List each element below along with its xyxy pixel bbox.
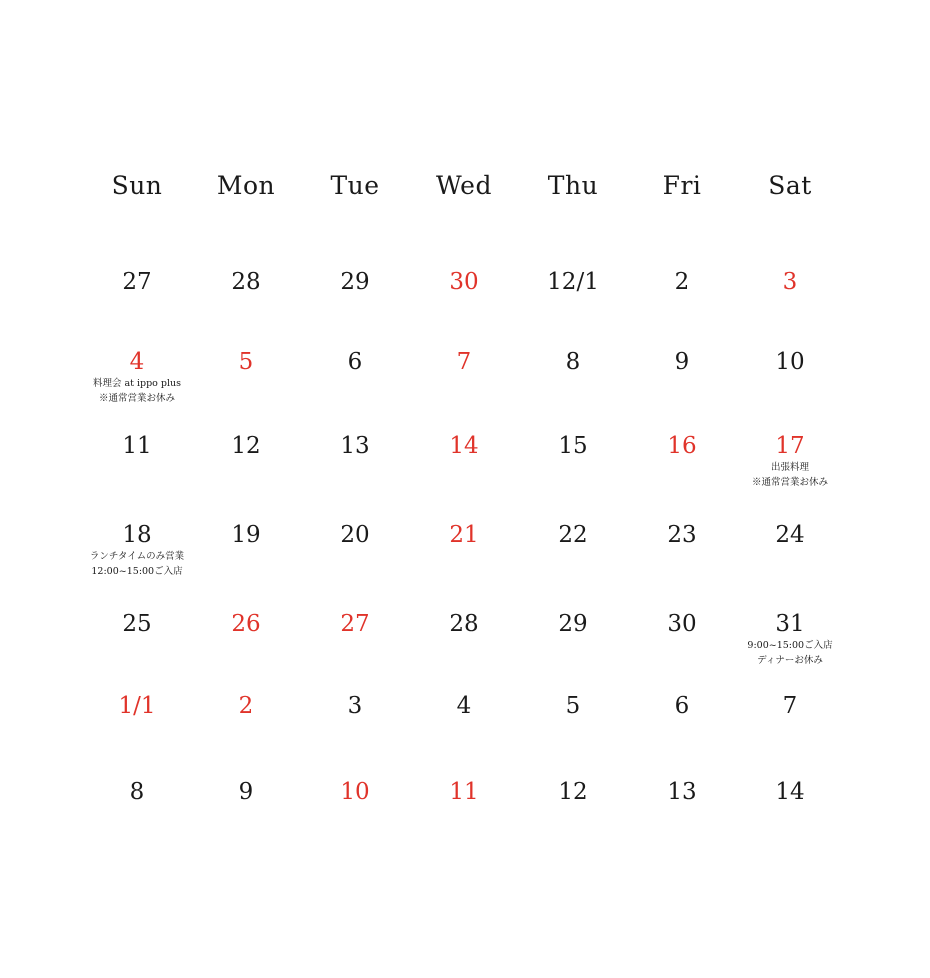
day-note: 出張料理	[770, 462, 809, 473]
day-number: 30	[667, 611, 697, 637]
day-number: 15	[558, 433, 588, 459]
day-cell	[192, 610, 301, 638]
day-cell	[628, 692, 737, 720]
day-number: 24	[775, 522, 805, 548]
weekday-header-fri: Fri	[662, 171, 702, 200]
day-cell	[736, 348, 845, 376]
day-number: 12	[231, 433, 261, 459]
day-cell	[192, 692, 301, 720]
day-note: 12:00~15:00ご入店	[91, 566, 183, 577]
day-number: 6	[347, 349, 363, 375]
day-number: 27	[340, 611, 370, 637]
day-cell	[301, 348, 410, 376]
day-note: ディナーお休み	[757, 655, 823, 666]
day-cell	[519, 610, 628, 638]
day-number: 9	[238, 779, 254, 805]
day-cell	[410, 348, 519, 376]
day-number: 8	[565, 349, 581, 375]
day-note: 9:00~15:00ご入店	[747, 640, 833, 651]
day-number: 29	[340, 269, 370, 295]
day-number: 5	[238, 349, 254, 375]
day-cell	[301, 268, 410, 296]
day-number: 13	[340, 433, 370, 459]
day-cell	[628, 778, 737, 806]
day-number: 3	[347, 693, 363, 719]
day-cell	[628, 610, 737, 638]
day-number: 23	[667, 522, 697, 548]
day-number: 29	[558, 611, 588, 637]
day-number: 26	[231, 611, 261, 637]
day-number: 8	[129, 779, 145, 805]
day-number: 10	[340, 779, 370, 805]
day-number: 22	[558, 522, 588, 548]
day-number: 31	[775, 611, 805, 637]
day-cell	[736, 521, 845, 549]
day-cell	[83, 778, 192, 806]
day-note: 料理会 at ippo plus	[92, 378, 182, 389]
day-cell	[192, 268, 301, 296]
day-number: 2	[238, 693, 254, 719]
day-cell	[410, 521, 519, 549]
day-number: 20	[340, 522, 370, 548]
day-cell	[83, 610, 192, 638]
day-number: 2	[674, 269, 690, 295]
day-cell	[628, 432, 737, 460]
day-number: 9	[674, 349, 690, 375]
day-cell	[301, 692, 410, 720]
day-number: 3	[782, 269, 798, 295]
day-number: 14	[775, 779, 805, 805]
day-number: 21	[449, 522, 479, 548]
day-number: 4	[456, 693, 472, 719]
weekday-header-wed: Wed	[436, 171, 492, 200]
day-cell	[628, 521, 737, 549]
day-number: 6	[674, 693, 690, 719]
weekday-header-mon: Mon	[216, 171, 276, 200]
weekday-header-sat: Sat	[768, 171, 812, 200]
day-cell	[301, 778, 410, 806]
weekday-header-thu: Thu	[547, 171, 599, 200]
day-cell	[192, 521, 301, 549]
day-cell	[83, 692, 192, 720]
day-cell	[519, 521, 628, 549]
day-cell	[301, 610, 410, 638]
day-number: 16	[667, 433, 697, 459]
day-cell	[519, 348, 628, 376]
day-cell	[410, 268, 519, 296]
day-cell	[83, 268, 192, 296]
day-cell	[410, 610, 519, 638]
day-number: 4	[129, 349, 145, 375]
day-note: ランチタイムのみ営業	[89, 551, 185, 562]
day-number: 19	[231, 522, 261, 548]
day-number: 5	[565, 693, 581, 719]
day-cell	[519, 692, 628, 720]
day-cell	[736, 432, 845, 490]
weekday-header-tue: Tue	[330, 171, 380, 200]
day-number: 10	[775, 349, 805, 375]
day-cell	[519, 268, 628, 296]
day-cell	[628, 268, 737, 296]
day-cell	[410, 778, 519, 806]
day-cell	[83, 348, 192, 406]
day-cell	[410, 692, 519, 720]
day-cell	[83, 432, 192, 460]
day-cell	[736, 692, 845, 720]
day-cell	[519, 432, 628, 460]
day-cell	[628, 348, 737, 376]
day-number: 28	[449, 611, 479, 637]
day-number: 13	[667, 779, 697, 805]
day-note: ※通常営業お休み	[751, 477, 828, 488]
day-note: ※通常営業お休み	[98, 393, 175, 404]
day-number: 14	[449, 433, 479, 459]
day-cell	[192, 778, 301, 806]
day-number: 17	[775, 433, 805, 459]
day-cell	[736, 610, 845, 668]
day-cell	[83, 521, 192, 579]
day-number: 7	[456, 349, 472, 375]
day-cell	[736, 778, 845, 806]
day-number: 28	[231, 269, 261, 295]
day-number: 18	[122, 522, 152, 548]
day-number: 11	[122, 433, 152, 459]
weekday-header-sun: Sun	[111, 171, 163, 200]
day-number: 25	[122, 611, 152, 637]
day-number: 12/1	[547, 269, 599, 295]
day-cell	[192, 348, 301, 376]
day-cell	[519, 778, 628, 806]
day-number: 1/1	[118, 693, 156, 719]
day-cell	[736, 268, 845, 296]
day-cell	[301, 521, 410, 549]
day-cell	[192, 432, 301, 460]
day-number: 11	[449, 779, 479, 805]
day-number: 7	[782, 693, 798, 719]
day-number: 12	[558, 779, 588, 805]
day-cell	[410, 432, 519, 460]
day-number: 30	[449, 269, 479, 295]
day-cell	[301, 432, 410, 460]
day-number: 27	[122, 269, 152, 295]
